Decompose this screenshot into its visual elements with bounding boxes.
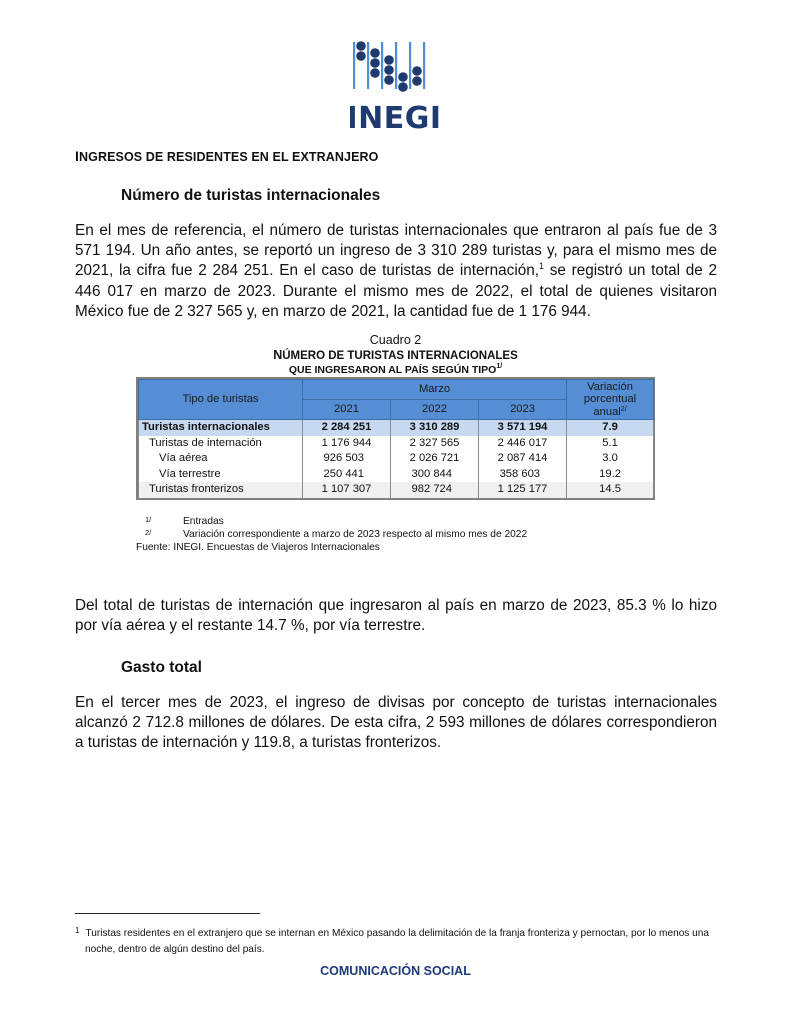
table-row [139, 420, 654, 436]
paragraph-air-land-share: Del total de turistas de internación que ingresaron al país en marzo de 2023, 85.3 % lo hizo por vía aérea y el restante 14.7 %, por vía terrestre. [75, 597, 717, 635]
row-label: Turistas de internación [139, 436, 303, 452]
cell-variation: 7.9 [567, 420, 654, 436]
table-row [139, 482, 654, 498]
cell-variation: 3.0 [567, 451, 654, 467]
header-march: Marzo [303, 380, 567, 400]
row-label: Turistas internacionales [139, 420, 303, 436]
inegi-logo-icon [350, 40, 442, 132]
cell-2021: 2 284 251 [303, 420, 391, 436]
cell-2022: 3 310 289 [391, 420, 479, 436]
cell-variation: 14.5 [567, 482, 654, 498]
row-label: Turistas fronterizos [139, 482, 303, 498]
spending-heading: Gasto total [121, 659, 202, 676]
footnote: $^1$ Turistas residentes en el extranjero que se internan en México pasando la delimitación de la franja fronteriza y pernoctan, por lo menos una noche, dentro de algún destino del país. [75, 926, 710, 955]
cell-2022: 2 327 565 [391, 436, 479, 452]
table-caption: Cuadro 2 [369, 333, 422, 347]
header-tourist-type: Tipo de turistas [139, 380, 303, 420]
cell-2023: 2 087 414 [479, 451, 567, 467]
header-annual-variation: Variación porcentual anual$^{2/}$ [567, 380, 654, 420]
table-source: Fuente: INEGI. Encuestas de Viajeros Internacionales [136, 542, 380, 553]
cell-2023: 3 571 194 [479, 420, 567, 436]
cell-2023: 358 603 [479, 467, 567, 483]
cell-variation: 19.2 [567, 467, 654, 483]
table-row [139, 451, 654, 467]
table-notes [136, 515, 528, 554]
tourists-heading: Número de turistas internacionales [121, 187, 381, 204]
cell-2021: 1 107 307 [303, 482, 391, 498]
table-row [139, 436, 654, 452]
section-label: INGRESOS DE RESIDENTES EN EL EXTRANJERO [75, 148, 379, 164]
cell-variation: 5.1 [567, 436, 654, 452]
footer-communication: COMUNICACIÓN SOCIAL [320, 964, 471, 978]
cell-2021: 1 176 944 [303, 436, 391, 452]
header-year-2021: 2021 [303, 400, 391, 420]
paragraph-tourists: En el mes de referencia, el número de turistas internacionales que entraron al país fue de 3 571 194. Un año antes, se reportó un ingreso de 3 310 289 turistas y, para el mismo mes de 2021, la cifra fue 2 284 251. En el caso de turistas de internación,$^1$ se registró un total de 2 446 017 en marzo de 2023. Durante el mismo mes de 2022, el total de quienes visitaron México fue de 2 327 565 y, en marzo de 2021, la cantidad fue de 1 176 944. [75, 222, 717, 320]
header-year-2022: 2022 [391, 400, 479, 420]
table-title-line1: NÚMERO DE TURISTAS INTERNACIONALES [273, 348, 518, 362]
footnote-ref[interactable]: 1 [538, 261, 544, 272]
cell-2021: 926 503 [303, 451, 391, 467]
footnote-divider [75, 913, 260, 914]
table-title-line2: QUE INGRESARON AL PAÍS SEGÚN $TIPO^{1/}$ [288, 363, 503, 376]
paragraph-spending: En el tercer mes de 2023, el ingreso de divisas por concepto de turistas internacionales alcanzó 2 712.8 millones de dólares. De esta cifra, 2 593 millones de dólares correspondieron a turistas de internación y 119.8, a turistas fronterizos. [75, 694, 717, 752]
table-note: 2/ Variación correspondiente a marzo de 2023 respecto al mismo mes de 2022 [145, 528, 528, 540]
svg-text:INEGI: INEGI [350, 101, 442, 132]
cell-2023: 2 446 017 [479, 436, 567, 452]
row-label: Vía terrestre [139, 467, 303, 483]
inegi-logo [350, 40, 442, 132]
table-row [139, 467, 654, 483]
header-year-2023: 2023 [479, 400, 567, 420]
row-label: Vía aérea [139, 451, 303, 467]
cell-2022: 2 026 721 [391, 451, 479, 467]
table-note: 1/ Entradas [145, 515, 224, 527]
cell-2022: 982 724 [391, 482, 479, 498]
cell-2021: 250 441 [303, 467, 391, 483]
cell-2022: 300 844 [391, 467, 479, 483]
tourists-table [136, 377, 655, 500]
cell-2023: 1 125 177 [479, 482, 567, 498]
